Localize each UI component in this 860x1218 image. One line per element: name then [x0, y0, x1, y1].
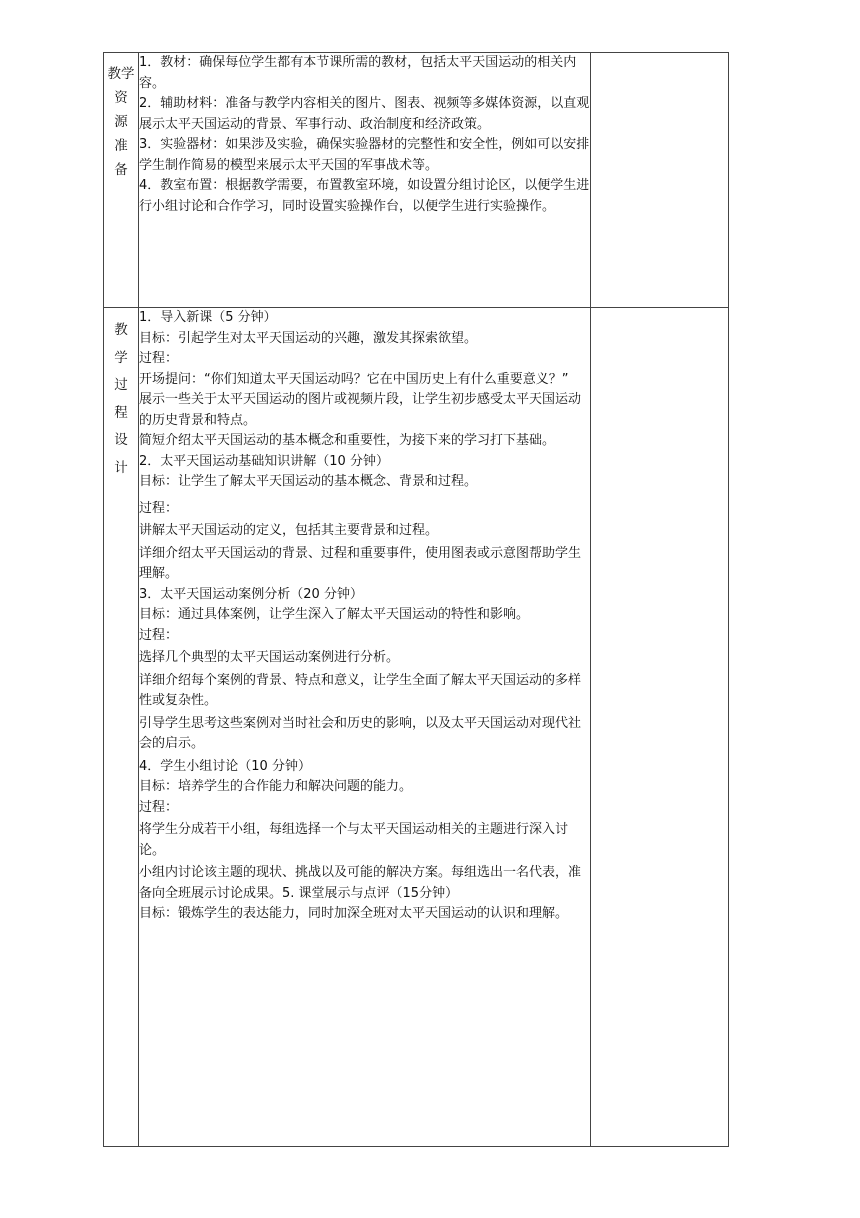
row-label-char: 学 [114, 349, 128, 366]
row-label-char: 资 [114, 90, 128, 106]
paragraph: 目标：锻炼学生的表达能力，同时加深全班对太平天国运动的认识和理解。 [139, 906, 569, 921]
row-label-char: 源 [114, 114, 128, 130]
paragraph: 目标：让学生了解太平天国运动的基本概念、背景和过程。 [139, 474, 478, 489]
row-label-char: 备 [114, 162, 128, 178]
paragraph: 简短介绍太平天国运动的基本概念和重要性，为接下来的学习打下基础。 [139, 433, 556, 448]
paragraph: 目标：培养学生的合作能力和解决问题的能力。 [139, 779, 413, 794]
paragraph: 目标：通过具体案例，让学生深入了解太平天国运动的特性和影响。 [139, 607, 530, 622]
paragraph: 3．实验器材：如果涉及实验，确保实验器材的完整性和安全性，例如可以安排学生制作简易的模型来展示太平天国的军事战术等。 [139, 137, 590, 173]
paragraph: 展示一些关于太平天国运动的图片或视频片段，让学生初步感受太平天国运动的历史背景和特点。 [139, 392, 582, 428]
paragraph: 详细介绍太平天国运动的背景、过程和重要事件，使用图表或示意图帮助学生理解。 [139, 545, 582, 581]
paragraph: 开场提问：“你们知道太平天国运动吗？它在中国历史上有什么重要意义？” [139, 371, 569, 387]
paragraph: 1．教材：确保每位学生都有本节课所需的教材，包括太平天国运动的相关内容。 [139, 55, 577, 91]
paragraph: 引导学生思考这些案例对当时社会和历史的影响，以及太平天国运动对现代社会的启示。 [139, 715, 582, 751]
notes-cell-process [591, 308, 729, 1147]
row-label-char: 计 [114, 459, 128, 476]
section-heading: 1．导入新课（5 分钟） [139, 310, 277, 325]
paragraph: 将学生分成若干小组，每组选择一个与太平天国运动相关的主题进行深入讨论。 [139, 822, 569, 858]
paragraph: 过程： [139, 627, 179, 643]
table-row-process [104, 308, 729, 1147]
row-label-char: 程 [114, 404, 128, 421]
row-label-char: 教 [114, 322, 128, 338]
paragraph: 4．教室布置：根据教学需要，布置教室环境，如设置分组讨论区，以便学生进行小组讨论和合作学习，同时设置实验操作台，以便学生进行实验操作。 [139, 178, 590, 214]
row-label-char: 设 [114, 432, 128, 448]
paragraph: 2．辅助材料：准备与教学内容相关的图片、图表、视频等多媒体资源，以直观展示太平天国运动的背景、军事行动、政治制度和经济政策。 [139, 96, 590, 132]
section-heading: 3．太平天国运动案例分析（20 分钟） [139, 586, 363, 602]
paragraph: 详细介绍每个案例的背景、特点和意义，让学生全面了解太平天国运动的多样性或复杂性。 [139, 672, 582, 708]
paragraph: 过程： [139, 500, 179, 516]
table-row-resources [104, 53, 729, 308]
section-heading: 4．学生小组讨论（10 分钟） [139, 758, 311, 774]
row-label-char: 准 [114, 138, 128, 154]
paragraph: 目标：引起学生对太平天国运动的兴趣，激发其探索欲望。 [139, 330, 478, 346]
paragraph: 过程： [139, 799, 179, 815]
row-label-char: 教学 [107, 66, 135, 82]
notes-cell-resources [591, 53, 729, 308]
row-label-resources [104, 53, 139, 308]
section-heading: 2．太平天国运动基础知识讲解（10 分钟） [139, 453, 389, 469]
lesson-plan-table [103, 52, 729, 1147]
paragraph: 讲解太平天国运动的定义，包括其主要背景和过程。 [139, 523, 439, 538]
row-label-process [104, 308, 139, 1147]
paragraph: 选择几个典型的太平天国运动案例进行分析。 [139, 650, 400, 665]
resources-content [139, 53, 591, 308]
paragraph: 小组内讨论该主题的现状、挑战以及可能的解决方案。每组选出一名代表，准备向全班展示讨论成果。5. 课堂展示与点评（15分钟） [139, 865, 582, 901]
process-content [139, 308, 591, 1147]
row-label-char: 过 [114, 377, 128, 393]
paragraph: 过程： [139, 351, 179, 366]
